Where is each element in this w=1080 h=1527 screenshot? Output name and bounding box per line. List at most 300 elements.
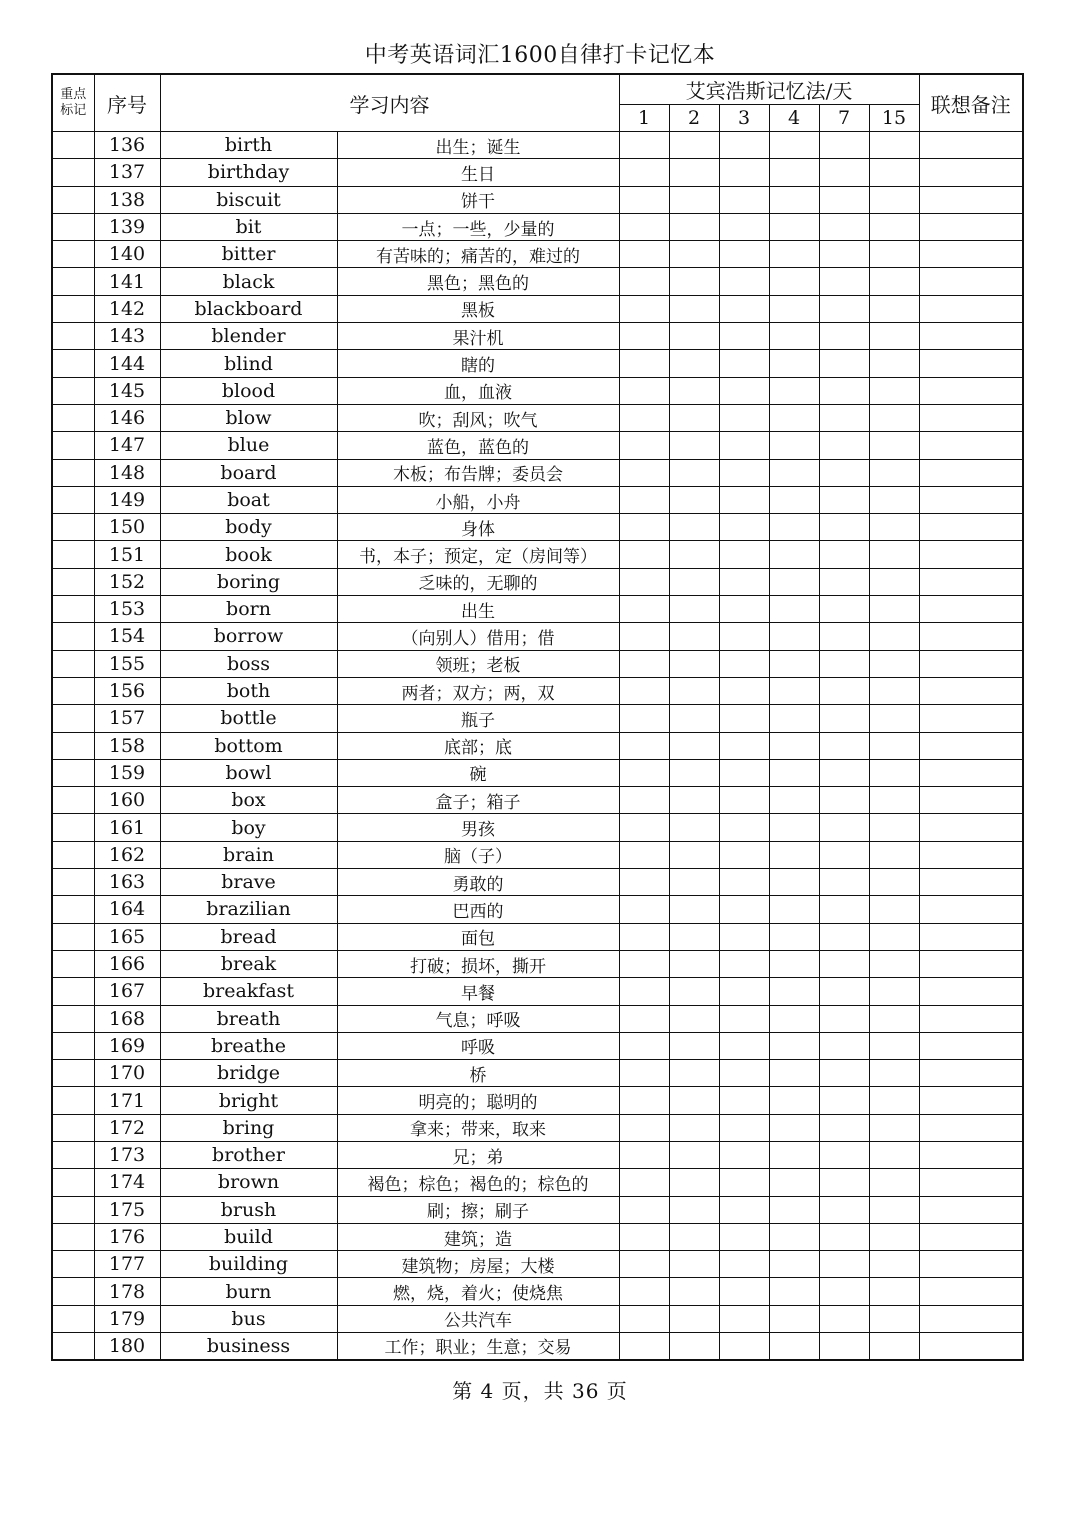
day-7-checkbox-cell[interactable] bbox=[819, 596, 869, 623]
day-3-checkbox-cell[interactable] bbox=[719, 1278, 769, 1305]
day-15-checkbox-cell[interactable] bbox=[869, 404, 919, 431]
notes-cell[interactable] bbox=[919, 732, 1023, 759]
day-1-checkbox-cell[interactable] bbox=[619, 1114, 669, 1141]
day-7-checkbox-cell[interactable] bbox=[819, 1223, 869, 1250]
day-15-checkbox-cell[interactable] bbox=[869, 869, 919, 896]
mark-cell[interactable] bbox=[52, 432, 94, 459]
day-1-checkbox-cell[interactable] bbox=[619, 514, 669, 541]
day-7-checkbox-cell[interactable] bbox=[819, 978, 869, 1005]
notes-cell[interactable] bbox=[919, 377, 1023, 404]
mark-cell[interactable] bbox=[52, 377, 94, 404]
day-4-checkbox-cell[interactable] bbox=[769, 787, 819, 814]
day-4-checkbox-cell[interactable] bbox=[769, 896, 819, 923]
mark-cell[interactable] bbox=[52, 186, 94, 213]
day-15-checkbox-cell[interactable] bbox=[869, 1114, 919, 1141]
day-3-checkbox-cell[interactable] bbox=[719, 486, 769, 513]
day-1-checkbox-cell[interactable] bbox=[619, 869, 669, 896]
day-4-checkbox-cell[interactable] bbox=[769, 869, 819, 896]
day-1-checkbox-cell[interactable] bbox=[619, 132, 669, 159]
day-15-checkbox-cell[interactable] bbox=[869, 896, 919, 923]
day-2-checkbox-cell[interactable] bbox=[669, 1005, 719, 1032]
day-1-checkbox-cell[interactable] bbox=[619, 1169, 669, 1196]
notes-cell[interactable] bbox=[919, 323, 1023, 350]
notes-cell[interactable] bbox=[919, 705, 1023, 732]
mark-cell[interactable] bbox=[52, 759, 94, 786]
day-2-checkbox-cell[interactable] bbox=[669, 759, 719, 786]
day-7-checkbox-cell[interactable] bbox=[819, 677, 869, 704]
notes-cell[interactable] bbox=[919, 459, 1023, 486]
day-2-checkbox-cell[interactable] bbox=[669, 841, 719, 868]
day-2-checkbox-cell[interactable] bbox=[669, 1060, 719, 1087]
day-15-checkbox-cell[interactable] bbox=[869, 159, 919, 186]
day-15-checkbox-cell[interactable] bbox=[869, 1005, 919, 1032]
day-2-checkbox-cell[interactable] bbox=[669, 568, 719, 595]
day-1-checkbox-cell[interactable] bbox=[619, 950, 669, 977]
day-4-checkbox-cell[interactable] bbox=[769, 213, 819, 240]
mark-cell[interactable] bbox=[52, 1169, 94, 1196]
day-4-checkbox-cell[interactable] bbox=[769, 732, 819, 759]
day-1-checkbox-cell[interactable] bbox=[619, 295, 669, 322]
day-1-checkbox-cell[interactable] bbox=[619, 432, 669, 459]
day-3-checkbox-cell[interactable] bbox=[719, 1333, 769, 1360]
notes-cell[interactable] bbox=[919, 623, 1023, 650]
day-15-checkbox-cell[interactable] bbox=[869, 432, 919, 459]
day-3-checkbox-cell[interactable] bbox=[719, 432, 769, 459]
day-2-checkbox-cell[interactable] bbox=[669, 377, 719, 404]
day-15-checkbox-cell[interactable] bbox=[869, 787, 919, 814]
day-2-checkbox-cell[interactable] bbox=[669, 404, 719, 431]
day-2-checkbox-cell[interactable] bbox=[669, 295, 719, 322]
day-3-checkbox-cell[interactable] bbox=[719, 650, 769, 677]
day-7-checkbox-cell[interactable] bbox=[819, 1333, 869, 1360]
mark-cell[interactable] bbox=[52, 1114, 94, 1141]
day-7-checkbox-cell[interactable] bbox=[819, 787, 869, 814]
day-7-checkbox-cell[interactable] bbox=[819, 350, 869, 377]
day-3-checkbox-cell[interactable] bbox=[719, 1005, 769, 1032]
day-4-checkbox-cell[interactable] bbox=[769, 432, 819, 459]
day-2-checkbox-cell[interactable] bbox=[669, 459, 719, 486]
day-3-checkbox-cell[interactable] bbox=[719, 514, 769, 541]
day-1-checkbox-cell[interactable] bbox=[619, 1087, 669, 1114]
day-4-checkbox-cell[interactable] bbox=[769, 596, 819, 623]
day-7-checkbox-cell[interactable] bbox=[819, 841, 869, 868]
day-3-checkbox-cell[interactable] bbox=[719, 541, 769, 568]
day-15-checkbox-cell[interactable] bbox=[869, 923, 919, 950]
notes-cell[interactable] bbox=[919, 1169, 1023, 1196]
day-7-checkbox-cell[interactable] bbox=[819, 377, 869, 404]
day-3-checkbox-cell[interactable] bbox=[719, 787, 769, 814]
day-1-checkbox-cell[interactable] bbox=[619, 1305, 669, 1332]
day-7-checkbox-cell[interactable] bbox=[819, 132, 869, 159]
day-15-checkbox-cell[interactable] bbox=[869, 1087, 919, 1114]
day-2-checkbox-cell[interactable] bbox=[669, 486, 719, 513]
day-2-checkbox-cell[interactable] bbox=[669, 432, 719, 459]
day-7-checkbox-cell[interactable] bbox=[819, 1032, 869, 1059]
notes-cell[interactable] bbox=[919, 268, 1023, 295]
mark-cell[interactable] bbox=[52, 1032, 94, 1059]
day-15-checkbox-cell[interactable] bbox=[869, 1223, 919, 1250]
mark-cell[interactable] bbox=[52, 350, 94, 377]
day-4-checkbox-cell[interactable] bbox=[769, 650, 819, 677]
day-2-checkbox-cell[interactable] bbox=[669, 705, 719, 732]
day-1-checkbox-cell[interactable] bbox=[619, 896, 669, 923]
day-15-checkbox-cell[interactable] bbox=[869, 1278, 919, 1305]
day-3-checkbox-cell[interactable] bbox=[719, 1060, 769, 1087]
mark-cell[interactable] bbox=[52, 213, 94, 240]
notes-cell[interactable] bbox=[919, 896, 1023, 923]
notes-cell[interactable] bbox=[919, 1114, 1023, 1141]
notes-cell[interactable] bbox=[919, 350, 1023, 377]
day-2-checkbox-cell[interactable] bbox=[669, 732, 719, 759]
day-1-checkbox-cell[interactable] bbox=[619, 759, 669, 786]
day-2-checkbox-cell[interactable] bbox=[669, 623, 719, 650]
day-1-checkbox-cell[interactable] bbox=[619, 705, 669, 732]
day-2-checkbox-cell[interactable] bbox=[669, 787, 719, 814]
day-4-checkbox-cell[interactable] bbox=[769, 323, 819, 350]
notes-cell[interactable] bbox=[919, 950, 1023, 977]
day-1-checkbox-cell[interactable] bbox=[619, 213, 669, 240]
day-7-checkbox-cell[interactable] bbox=[819, 650, 869, 677]
mark-cell[interactable] bbox=[52, 514, 94, 541]
mark-cell[interactable] bbox=[52, 650, 94, 677]
day-4-checkbox-cell[interactable] bbox=[769, 1223, 819, 1250]
mark-cell[interactable] bbox=[52, 896, 94, 923]
day-1-checkbox-cell[interactable] bbox=[619, 1278, 669, 1305]
day-4-checkbox-cell[interactable] bbox=[769, 1251, 819, 1278]
day-2-checkbox-cell[interactable] bbox=[669, 159, 719, 186]
mark-cell[interactable] bbox=[52, 732, 94, 759]
day-15-checkbox-cell[interactable] bbox=[869, 132, 919, 159]
day-15-checkbox-cell[interactable] bbox=[869, 1196, 919, 1223]
day-1-checkbox-cell[interactable] bbox=[619, 1333, 669, 1360]
day-4-checkbox-cell[interactable] bbox=[769, 541, 819, 568]
notes-cell[interactable] bbox=[919, 1251, 1023, 1278]
notes-cell[interactable] bbox=[919, 186, 1023, 213]
day-4-checkbox-cell[interactable] bbox=[769, 1196, 819, 1223]
day-4-checkbox-cell[interactable] bbox=[769, 1141, 819, 1168]
day-1-checkbox-cell[interactable] bbox=[619, 596, 669, 623]
day-3-checkbox-cell[interactable] bbox=[719, 568, 769, 595]
day-3-checkbox-cell[interactable] bbox=[719, 295, 769, 322]
notes-cell[interactable] bbox=[919, 159, 1023, 186]
day-2-checkbox-cell[interactable] bbox=[669, 514, 719, 541]
day-15-checkbox-cell[interactable] bbox=[869, 623, 919, 650]
day-7-checkbox-cell[interactable] bbox=[819, 623, 869, 650]
mark-cell[interactable] bbox=[52, 486, 94, 513]
mark-cell[interactable] bbox=[52, 1223, 94, 1250]
notes-cell[interactable] bbox=[919, 1196, 1023, 1223]
day-15-checkbox-cell[interactable] bbox=[869, 1032, 919, 1059]
day-4-checkbox-cell[interactable] bbox=[769, 404, 819, 431]
day-2-checkbox-cell[interactable] bbox=[669, 213, 719, 240]
day-15-checkbox-cell[interactable] bbox=[869, 268, 919, 295]
day-15-checkbox-cell[interactable] bbox=[869, 705, 919, 732]
notes-cell[interactable] bbox=[919, 1305, 1023, 1332]
mark-cell[interactable] bbox=[52, 677, 94, 704]
day-3-checkbox-cell[interactable] bbox=[719, 1032, 769, 1059]
day-2-checkbox-cell[interactable] bbox=[669, 596, 719, 623]
day-2-checkbox-cell[interactable] bbox=[669, 1087, 719, 1114]
day-7-checkbox-cell[interactable] bbox=[819, 323, 869, 350]
notes-cell[interactable] bbox=[919, 978, 1023, 1005]
day-15-checkbox-cell[interactable] bbox=[869, 978, 919, 1005]
day-7-checkbox-cell[interactable] bbox=[819, 923, 869, 950]
mark-cell[interactable] bbox=[52, 1333, 94, 1360]
day-7-checkbox-cell[interactable] bbox=[819, 1251, 869, 1278]
notes-cell[interactable] bbox=[919, 213, 1023, 240]
notes-cell[interactable] bbox=[919, 759, 1023, 786]
day-3-checkbox-cell[interactable] bbox=[719, 350, 769, 377]
mark-cell[interactable] bbox=[52, 1278, 94, 1305]
mark-cell[interactable] bbox=[52, 241, 94, 268]
day-7-checkbox-cell[interactable] bbox=[819, 568, 869, 595]
day-3-checkbox-cell[interactable] bbox=[719, 896, 769, 923]
notes-cell[interactable] bbox=[919, 295, 1023, 322]
notes-cell[interactable] bbox=[919, 1141, 1023, 1168]
day-15-checkbox-cell[interactable] bbox=[869, 541, 919, 568]
day-3-checkbox-cell[interactable] bbox=[719, 241, 769, 268]
mark-cell[interactable] bbox=[52, 268, 94, 295]
day-15-checkbox-cell[interactable] bbox=[869, 1251, 919, 1278]
day-15-checkbox-cell[interactable] bbox=[869, 677, 919, 704]
day-3-checkbox-cell[interactable] bbox=[719, 377, 769, 404]
day-1-checkbox-cell[interactable] bbox=[619, 1005, 669, 1032]
day-7-checkbox-cell[interactable] bbox=[819, 1278, 869, 1305]
day-3-checkbox-cell[interactable] bbox=[719, 268, 769, 295]
day-2-checkbox-cell[interactable] bbox=[669, 923, 719, 950]
day-4-checkbox-cell[interactable] bbox=[769, 978, 819, 1005]
day-3-checkbox-cell[interactable] bbox=[719, 323, 769, 350]
day-3-checkbox-cell[interactable] bbox=[719, 732, 769, 759]
day-15-checkbox-cell[interactable] bbox=[869, 1305, 919, 1332]
day-4-checkbox-cell[interactable] bbox=[769, 350, 819, 377]
day-7-checkbox-cell[interactable] bbox=[819, 268, 869, 295]
day-1-checkbox-cell[interactable] bbox=[619, 1032, 669, 1059]
day-7-checkbox-cell[interactable] bbox=[819, 1060, 869, 1087]
day-3-checkbox-cell[interactable] bbox=[719, 841, 769, 868]
day-2-checkbox-cell[interactable] bbox=[669, 241, 719, 268]
day-1-checkbox-cell[interactable] bbox=[619, 1060, 669, 1087]
day-4-checkbox-cell[interactable] bbox=[769, 623, 819, 650]
day-3-checkbox-cell[interactable] bbox=[719, 705, 769, 732]
day-4-checkbox-cell[interactable] bbox=[769, 1032, 819, 1059]
day-3-checkbox-cell[interactable] bbox=[719, 950, 769, 977]
day-3-checkbox-cell[interactable] bbox=[719, 404, 769, 431]
day-7-checkbox-cell[interactable] bbox=[819, 1305, 869, 1332]
day-4-checkbox-cell[interactable] bbox=[769, 923, 819, 950]
day-1-checkbox-cell[interactable] bbox=[619, 268, 669, 295]
day-4-checkbox-cell[interactable] bbox=[769, 1333, 819, 1360]
day-1-checkbox-cell[interactable] bbox=[619, 677, 669, 704]
day-4-checkbox-cell[interactable] bbox=[769, 186, 819, 213]
day-7-checkbox-cell[interactable] bbox=[819, 1087, 869, 1114]
day-7-checkbox-cell[interactable] bbox=[819, 541, 869, 568]
day-7-checkbox-cell[interactable] bbox=[819, 814, 869, 841]
day-15-checkbox-cell[interactable] bbox=[869, 486, 919, 513]
day-3-checkbox-cell[interactable] bbox=[719, 677, 769, 704]
day-7-checkbox-cell[interactable] bbox=[819, 869, 869, 896]
day-4-checkbox-cell[interactable] bbox=[769, 377, 819, 404]
day-2-checkbox-cell[interactable] bbox=[669, 814, 719, 841]
notes-cell[interactable] bbox=[919, 650, 1023, 677]
day-4-checkbox-cell[interactable] bbox=[769, 268, 819, 295]
day-4-checkbox-cell[interactable] bbox=[769, 1305, 819, 1332]
day-4-checkbox-cell[interactable] bbox=[769, 132, 819, 159]
day-1-checkbox-cell[interactable] bbox=[619, 159, 669, 186]
mark-cell[interactable] bbox=[52, 950, 94, 977]
notes-cell[interactable] bbox=[919, 869, 1023, 896]
day-1-checkbox-cell[interactable] bbox=[619, 814, 669, 841]
day-4-checkbox-cell[interactable] bbox=[769, 514, 819, 541]
day-4-checkbox-cell[interactable] bbox=[769, 1114, 819, 1141]
notes-cell[interactable] bbox=[919, 814, 1023, 841]
day-15-checkbox-cell[interactable] bbox=[869, 1141, 919, 1168]
mark-cell[interactable] bbox=[52, 159, 94, 186]
mark-cell[interactable] bbox=[52, 459, 94, 486]
day-7-checkbox-cell[interactable] bbox=[819, 1196, 869, 1223]
notes-cell[interactable] bbox=[919, 1032, 1023, 1059]
day-7-checkbox-cell[interactable] bbox=[819, 514, 869, 541]
day-3-checkbox-cell[interactable] bbox=[719, 213, 769, 240]
day-4-checkbox-cell[interactable] bbox=[769, 841, 819, 868]
day-2-checkbox-cell[interactable] bbox=[669, 132, 719, 159]
mark-cell[interactable] bbox=[52, 705, 94, 732]
mark-cell[interactable] bbox=[52, 1196, 94, 1223]
day-2-checkbox-cell[interactable] bbox=[669, 1169, 719, 1196]
day-3-checkbox-cell[interactable] bbox=[719, 596, 769, 623]
notes-cell[interactable] bbox=[919, 486, 1023, 513]
notes-cell[interactable] bbox=[919, 1005, 1023, 1032]
notes-cell[interactable] bbox=[919, 1087, 1023, 1114]
day-3-checkbox-cell[interactable] bbox=[719, 978, 769, 1005]
day-7-checkbox-cell[interactable] bbox=[819, 1169, 869, 1196]
day-1-checkbox-cell[interactable] bbox=[619, 1196, 669, 1223]
day-7-checkbox-cell[interactable] bbox=[819, 213, 869, 240]
day-1-checkbox-cell[interactable] bbox=[619, 1251, 669, 1278]
notes-cell[interactable] bbox=[919, 1278, 1023, 1305]
mark-cell[interactable] bbox=[52, 323, 94, 350]
mark-cell[interactable] bbox=[52, 1141, 94, 1168]
notes-cell[interactable] bbox=[919, 514, 1023, 541]
day-15-checkbox-cell[interactable] bbox=[869, 514, 919, 541]
day-3-checkbox-cell[interactable] bbox=[719, 1223, 769, 1250]
day-3-checkbox-cell[interactable] bbox=[719, 1141, 769, 1168]
notes-cell[interactable] bbox=[919, 404, 1023, 431]
mark-cell[interactable] bbox=[52, 596, 94, 623]
day-4-checkbox-cell[interactable] bbox=[769, 459, 819, 486]
day-1-checkbox-cell[interactable] bbox=[619, 978, 669, 1005]
day-1-checkbox-cell[interactable] bbox=[619, 186, 669, 213]
day-15-checkbox-cell[interactable] bbox=[869, 1333, 919, 1360]
day-4-checkbox-cell[interactable] bbox=[769, 568, 819, 595]
day-2-checkbox-cell[interactable] bbox=[669, 978, 719, 1005]
day-15-checkbox-cell[interactable] bbox=[869, 596, 919, 623]
mark-cell[interactable] bbox=[52, 1087, 94, 1114]
day-15-checkbox-cell[interactable] bbox=[869, 950, 919, 977]
day-7-checkbox-cell[interactable] bbox=[819, 486, 869, 513]
day-4-checkbox-cell[interactable] bbox=[769, 677, 819, 704]
day-3-checkbox-cell[interactable] bbox=[719, 869, 769, 896]
day-4-checkbox-cell[interactable] bbox=[769, 1169, 819, 1196]
day-2-checkbox-cell[interactable] bbox=[669, 350, 719, 377]
day-3-checkbox-cell[interactable] bbox=[719, 1087, 769, 1114]
notes-cell[interactable] bbox=[919, 841, 1023, 868]
day-2-checkbox-cell[interactable] bbox=[669, 1278, 719, 1305]
day-4-checkbox-cell[interactable] bbox=[769, 1005, 819, 1032]
day-2-checkbox-cell[interactable] bbox=[669, 896, 719, 923]
day-3-checkbox-cell[interactable] bbox=[719, 159, 769, 186]
day-7-checkbox-cell[interactable] bbox=[819, 896, 869, 923]
day-2-checkbox-cell[interactable] bbox=[669, 950, 719, 977]
day-7-checkbox-cell[interactable] bbox=[819, 159, 869, 186]
day-15-checkbox-cell[interactable] bbox=[869, 213, 919, 240]
day-7-checkbox-cell[interactable] bbox=[819, 432, 869, 459]
mark-cell[interactable] bbox=[52, 923, 94, 950]
day-2-checkbox-cell[interactable] bbox=[669, 1141, 719, 1168]
day-3-checkbox-cell[interactable] bbox=[719, 814, 769, 841]
day-15-checkbox-cell[interactable] bbox=[869, 350, 919, 377]
day-7-checkbox-cell[interactable] bbox=[819, 705, 869, 732]
day-1-checkbox-cell[interactable] bbox=[619, 923, 669, 950]
day-3-checkbox-cell[interactable] bbox=[719, 923, 769, 950]
day-15-checkbox-cell[interactable] bbox=[869, 814, 919, 841]
day-2-checkbox-cell[interactable] bbox=[669, 541, 719, 568]
day-1-checkbox-cell[interactable] bbox=[619, 350, 669, 377]
day-4-checkbox-cell[interactable] bbox=[769, 814, 819, 841]
day-7-checkbox-cell[interactable] bbox=[819, 241, 869, 268]
notes-cell[interactable] bbox=[919, 787, 1023, 814]
notes-cell[interactable] bbox=[919, 596, 1023, 623]
day-1-checkbox-cell[interactable] bbox=[619, 1141, 669, 1168]
day-4-checkbox-cell[interactable] bbox=[769, 1278, 819, 1305]
day-3-checkbox-cell[interactable] bbox=[719, 1305, 769, 1332]
day-2-checkbox-cell[interactable] bbox=[669, 323, 719, 350]
day-7-checkbox-cell[interactable] bbox=[819, 295, 869, 322]
day-3-checkbox-cell[interactable] bbox=[719, 759, 769, 786]
day-1-checkbox-cell[interactable] bbox=[619, 732, 669, 759]
mark-cell[interactable] bbox=[52, 869, 94, 896]
day-2-checkbox-cell[interactable] bbox=[669, 677, 719, 704]
day-4-checkbox-cell[interactable] bbox=[769, 159, 819, 186]
mark-cell[interactable] bbox=[52, 623, 94, 650]
day-15-checkbox-cell[interactable] bbox=[869, 650, 919, 677]
day-3-checkbox-cell[interactable] bbox=[719, 1169, 769, 1196]
day-7-checkbox-cell[interactable] bbox=[819, 1114, 869, 1141]
day-15-checkbox-cell[interactable] bbox=[869, 459, 919, 486]
mark-cell[interactable] bbox=[52, 568, 94, 595]
day-1-checkbox-cell[interactable] bbox=[619, 787, 669, 814]
day-1-checkbox-cell[interactable] bbox=[619, 404, 669, 431]
day-15-checkbox-cell[interactable] bbox=[869, 295, 919, 322]
day-15-checkbox-cell[interactable] bbox=[869, 377, 919, 404]
day-4-checkbox-cell[interactable] bbox=[769, 486, 819, 513]
day-2-checkbox-cell[interactable] bbox=[669, 186, 719, 213]
mark-cell[interactable] bbox=[52, 295, 94, 322]
mark-cell[interactable] bbox=[52, 787, 94, 814]
day-4-checkbox-cell[interactable] bbox=[769, 759, 819, 786]
mark-cell[interactable] bbox=[52, 978, 94, 1005]
notes-cell[interactable] bbox=[919, 1223, 1023, 1250]
day-1-checkbox-cell[interactable] bbox=[619, 541, 669, 568]
day-7-checkbox-cell[interactable] bbox=[819, 1005, 869, 1032]
day-7-checkbox-cell[interactable] bbox=[819, 1141, 869, 1168]
day-1-checkbox-cell[interactable] bbox=[619, 568, 669, 595]
day-3-checkbox-cell[interactable] bbox=[719, 132, 769, 159]
day-2-checkbox-cell[interactable] bbox=[669, 650, 719, 677]
day-1-checkbox-cell[interactable] bbox=[619, 623, 669, 650]
day-2-checkbox-cell[interactable] bbox=[669, 1223, 719, 1250]
day-3-checkbox-cell[interactable] bbox=[719, 459, 769, 486]
